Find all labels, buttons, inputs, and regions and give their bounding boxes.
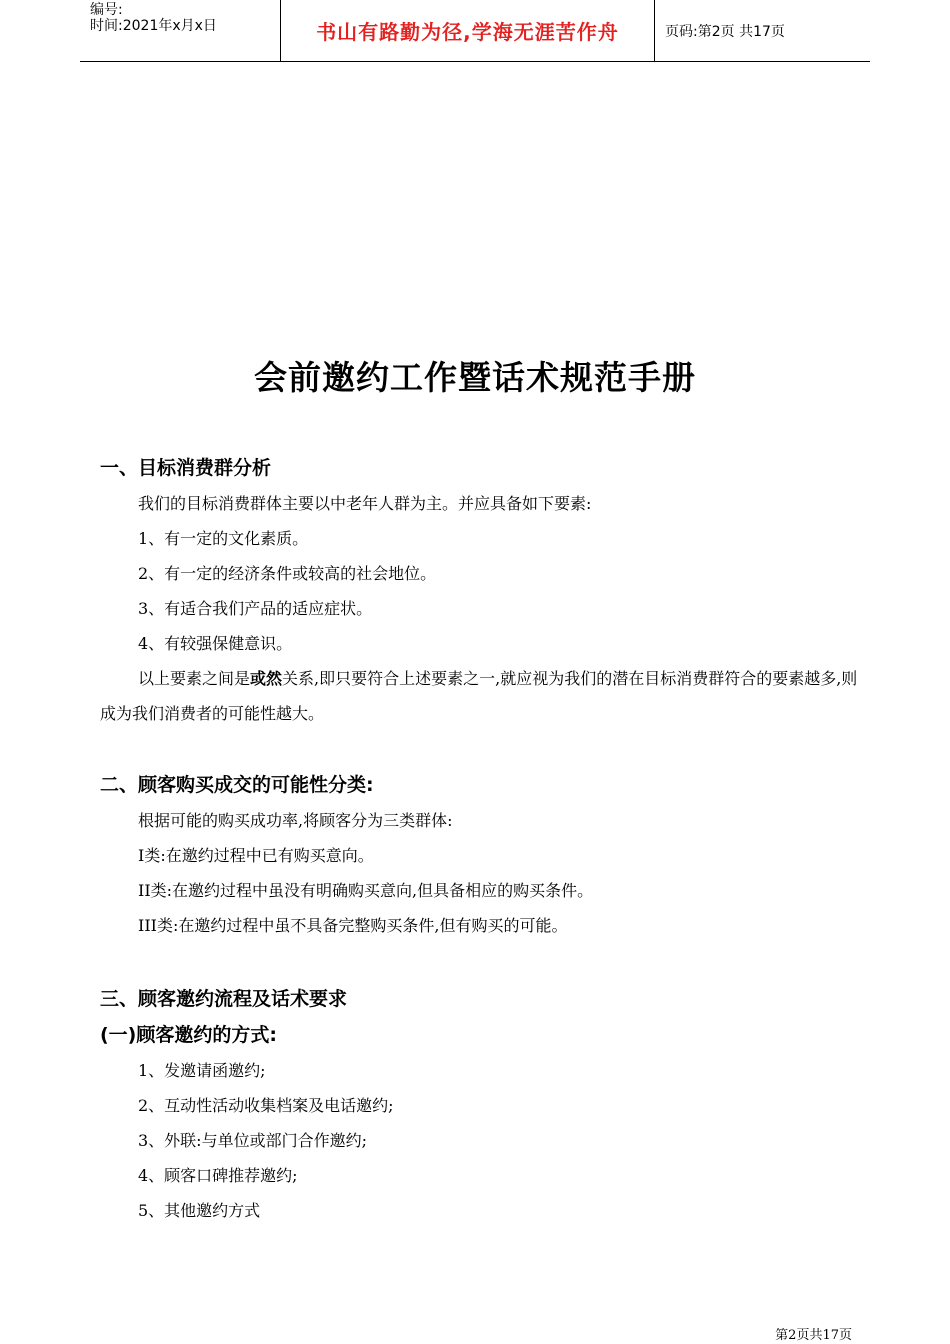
conclusion-text: 以上要素之间是 — [138, 669, 251, 688]
document-body — [100, 450, 860, 1228]
section3-item: 2、互动性活动收集档案及电话邀约; — [138, 1096, 394, 1115]
number-label: 编号: — [90, 2, 123, 18]
section3-item: 4、顾客口碑推荐邀约; — [138, 1166, 298, 1185]
section3-item: 1、发邀请函邀约; — [138, 1061, 266, 1080]
section2-item: III类:在邀约过程中虽不具备完整购买条件,但有购买的可能。 — [138, 916, 568, 935]
section1-item: 2、有一定的经济条件或较高的社会地位。 — [138, 564, 437, 583]
section2-item: I类:在邀约过程中已有购买意向。 — [138, 846, 374, 865]
conclusion-text: 关系,即只要符合上述要素之一,就应视为我们的潜在目标消费群符合的要素越多,则成为我们消费者的可能性越大。 — [100, 669, 858, 723]
header-meta — [80, 0, 281, 61]
section2-item: II类:在邀约过程中虽没有明确购买意向,但具备相应的购买条件。 — [138, 881, 594, 900]
section3-item: 3、外联:与单位或部门合作邀约; — [138, 1131, 367, 1150]
section3-heading: 三、顾客邀约流程及话术要求 — [100, 988, 348, 1010]
page-footer: 第2页共17页 — [775, 1328, 852, 1343]
page-header — [80, 0, 870, 62]
section1-heading: 一、目标消费群分析 — [100, 457, 272, 479]
section1-item: 4、有较强保健意识。 — [138, 634, 293, 653]
document-title: 会前邀约工作暨话术规范手册 — [254, 358, 696, 397]
header-page-info: 页码:第2页 共17页 — [665, 23, 785, 40]
section3-item: 5、其他邀约方式 — [138, 1201, 261, 1220]
section1-intro: 我们的目标消费群体主要以中老年人群为主。并应具备如下要素: — [138, 494, 592, 513]
section1-item: 1、有一定的文化素质。 — [138, 529, 309, 548]
time-label: 时间:2021年x月x日 — [90, 18, 217, 34]
header-motto: 书山有路勤为径,学海无涯苦作舟 — [281, 0, 655, 61]
section1-item: 3、有适合我们产品的适应症状。 — [138, 599, 373, 618]
section3-subheading: (一)顾客邀约的方式: — [100, 1024, 277, 1046]
conclusion-emphasis: 或然 — [250, 669, 283, 688]
section2-intro: 根据可能的购买成功率,将顾客分为三类群体: — [138, 811, 453, 830]
section2-heading: 二、顾客购买成交的可能性分类: — [100, 774, 374, 796]
section1-conclusion — [100, 661, 860, 731]
